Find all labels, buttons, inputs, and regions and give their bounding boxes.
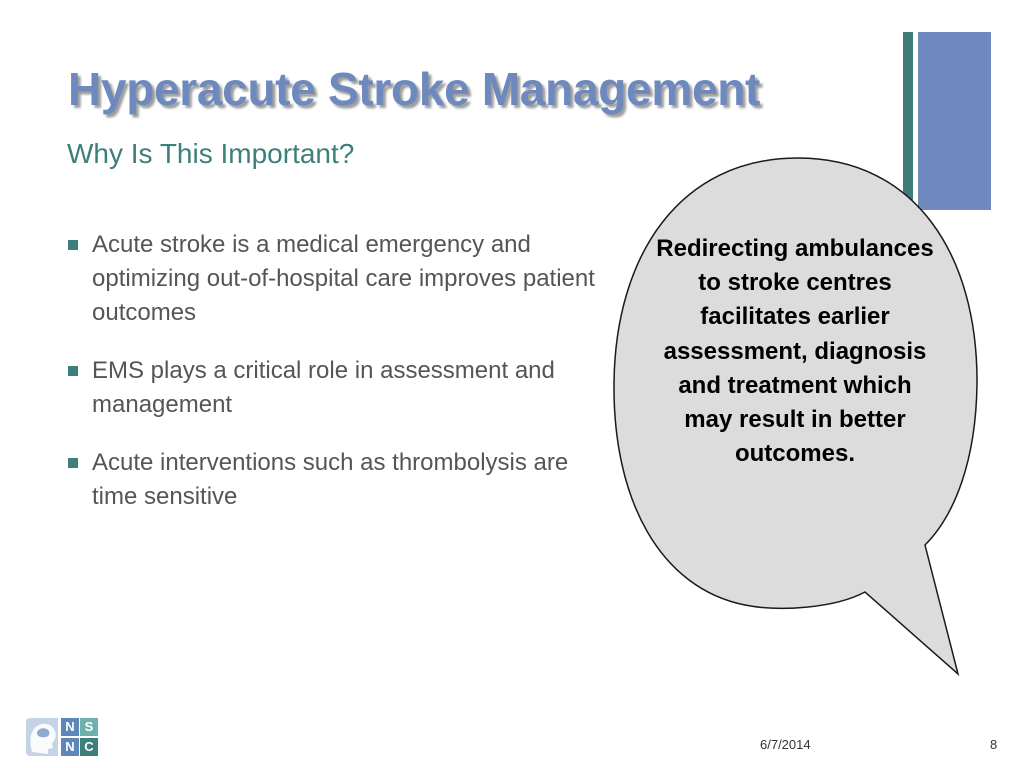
slide-title: Hyperacute Stroke Management <box>68 63 761 115</box>
callout-text: Redirecting ambulances to stroke centres facilitates earlier assessment, diagnosis and treatment which may result in better outcomes. <box>656 235 934 468</box>
page-number: 8 <box>990 737 998 752</box>
logo-letter-s: S <box>80 718 98 736</box>
footer-date: 6/7/2014 <box>760 737 811 752</box>
bullet-text: Acute interventions such as thrombolysis are time sensitive <box>92 449 569 510</box>
logo-letter-c: C <box>80 738 98 756</box>
logo-letter-n: N <box>61 718 79 736</box>
bullet-text: EMS plays a critical role in assessment and management <box>92 357 555 418</box>
nsnc-logo <box>26 718 98 756</box>
slide-subtitle: Why Is This Important? <box>67 138 355 169</box>
brain-head-icon <box>26 718 58 756</box>
logo-letter-n: N <box>61 738 79 756</box>
bullet-text: Acute stroke is a medical emergency and optimizing out-of-hospital care improves patient outcomes <box>92 231 595 326</box>
